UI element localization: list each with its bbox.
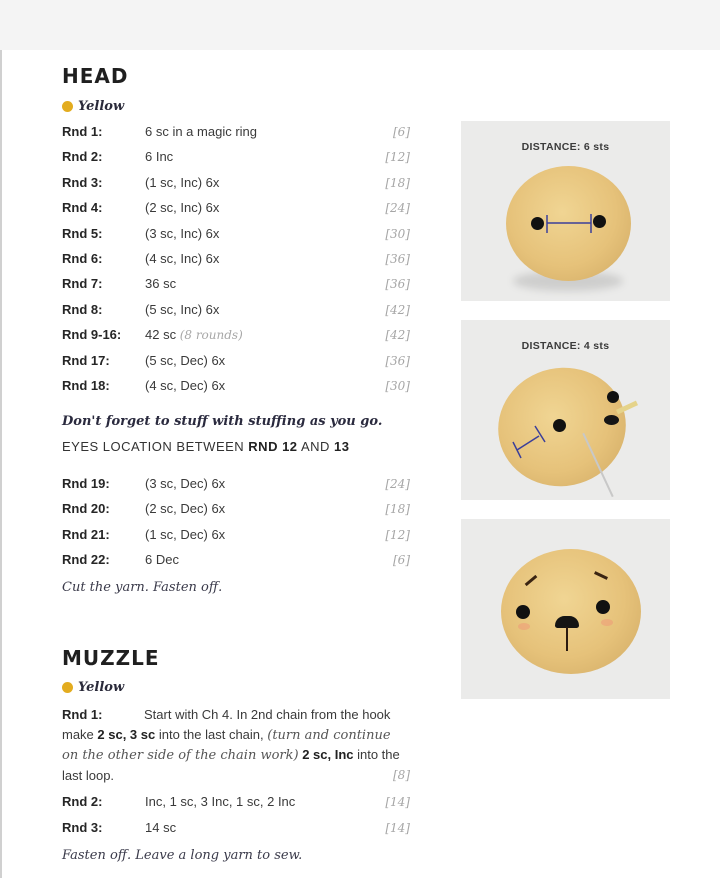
round-instruction: (5 sc, Inc) 6x: [145, 301, 220, 317]
yarn-color-muzzle: [62, 680, 124, 695]
stitch-count: [36]: [385, 353, 410, 368]
round-label: Rnd 1:: [62, 124, 103, 139]
round-label: Rnd 17:: [62, 352, 110, 368]
mouth-line: [566, 627, 568, 651]
stitch-count: [18]: [385, 502, 410, 517]
round-note: (8 rounds): [179, 328, 243, 343]
stitch-count: [14]: [385, 821, 410, 835]
muzzle-finish-note: Fasten off. Leave a long yarn to sew.: [62, 848, 303, 863]
round-row: [62, 792, 410, 812]
round-instruction: (1 sc, Inc) 6x: [145, 174, 220, 190]
round-instruction: (3 sc, Inc) 6x: [145, 225, 220, 241]
stitch-count: [14]: [385, 795, 410, 809]
photo-caption: DISTANCE: 4 sts: [521, 340, 610, 352]
stitch-count: [6]: [393, 125, 410, 139]
stitch-count: [12]: [385, 527, 410, 542]
round-row: [62, 147, 410, 167]
round-label: Rnd 6:: [62, 251, 103, 266]
eye-right: [607, 391, 619, 403]
round-row: [62, 351, 410, 371]
round-label: Rnd 5:: [62, 225, 103, 241]
photo-head-side: [461, 320, 670, 500]
round-row: [62, 274, 410, 294]
page-edge: [0, 50, 2, 878]
round-row: [62, 198, 410, 218]
photo-caption: DISTANCE: 6 sts: [521, 141, 610, 153]
round-label: Rnd 21:: [62, 526, 110, 542]
stitch-count: [42]: [385, 328, 410, 343]
round-instruction: (3 sc, Dec) 6x: [145, 476, 226, 491]
eye-right: [596, 600, 610, 614]
round-row: [62, 525, 410, 545]
section-title-muzzle: MUZZLE: [62, 646, 160, 670]
round-instruction: 6 Dec: [145, 552, 179, 568]
round-instruction: (4 sc, Dec) 6x: [145, 378, 226, 393]
round-instruction: 36 sc: [145, 276, 177, 292]
stitch-count: [18]: [385, 175, 410, 190]
round-label: Rnd 7:: [62, 276, 103, 292]
stitch-count: [30]: [385, 226, 410, 241]
stitch-count: [36]: [385, 277, 410, 292]
round-instruction: 14 sc: [145, 820, 177, 835]
stitch-count: [42]: [385, 302, 410, 317]
round-row: [62, 249, 410, 269]
round-label: Rnd 3:: [62, 174, 103, 190]
round-row: [62, 499, 410, 519]
round-row: [62, 173, 410, 193]
stitch-count: [30]: [385, 379, 410, 393]
eye-left: [531, 217, 544, 230]
stuffing-note: Don't forget to stuff with stuffing as you go.: [62, 414, 383, 429]
round-instruction: 42 sc (8 rounds): [145, 327, 243, 343]
stitch-count: [24]: [385, 477, 410, 491]
section-title-head: HEAD: [62, 64, 129, 88]
round-label: Rnd 4:: [62, 200, 103, 216]
yarn-color-label: Yellow: [78, 99, 125, 114]
round-label: Rnd 22:: [62, 552, 110, 568]
yarn-color-head: [62, 99, 124, 114]
distance-marker-icon: [545, 213, 593, 235]
round-label: Rnd 18:: [62, 378, 110, 393]
stitch-count: [24]: [385, 201, 410, 216]
round-instruction: (5 sc, Dec) 6x: [145, 352, 226, 368]
round-row: [62, 325, 410, 345]
round-instruction: (2 sc, Dec) 6x: [145, 501, 226, 517]
round-label: Rnd 8:: [62, 301, 103, 317]
round-row: [62, 550, 410, 570]
round-row: [62, 300, 410, 320]
nose: [604, 415, 619, 425]
round-label: Rnd 20:: [62, 501, 110, 517]
round-instruction: 6 sc in a magic ring: [145, 124, 257, 139]
eye-right: [593, 215, 606, 228]
stitch-count: [8]: [393, 767, 410, 782]
yellow-dot-icon: [62, 682, 73, 693]
stitch-count: [36]: [385, 252, 410, 266]
photo-head-finished: [461, 519, 670, 699]
round-instruction: Inc, 1 sc, 3 Inc, 1 sc, 2 Inc: [145, 794, 296, 809]
round-label: Rnd 9-16:: [62, 327, 122, 343]
round-row: [62, 474, 410, 494]
round-label: Rnd 2:: [62, 149, 103, 165]
eye-left: [553, 419, 566, 432]
yarn-color-label: Yellow: [78, 680, 125, 695]
round-row: [62, 376, 410, 396]
round-label: Rnd 2:: [62, 794, 103, 809]
round-label: Rnd 3:: [62, 820, 103, 835]
head-finish-note: Cut the yarn. Fasten off.: [62, 580, 223, 595]
yellow-dot-icon: [62, 101, 73, 112]
round-row: [62, 122, 410, 142]
distance-marker-icon: [509, 420, 551, 460]
blush-left: [518, 623, 530, 630]
round-instruction: (1 sc, Dec) 6x: [145, 526, 226, 542]
round-instruction: (4 sc, Inc) 6x: [145, 251, 220, 266]
round-row: [62, 818, 410, 838]
muzzle-rnd-1: Rnd 1: Start with Ch 4. In 2nd chain from the hook make 2 sc, 3 sc into the last chain, (turn and continue on the other side of the chain work) 2 sc, Inc into the last loop. [8]: [62, 705, 410, 785]
stitch-count: [12]: [385, 150, 410, 165]
stitch-count: [6]: [393, 553, 410, 568]
round-label: Rnd 19:: [62, 476, 110, 491]
round-row: [62, 224, 410, 244]
round-instruction: (2 sc, Inc) 6x: [145, 200, 220, 216]
eyes-location-note: EYES LOCATION BETWEEN RND 12 AND 13: [62, 439, 350, 454]
blush-right: [601, 619, 613, 626]
top-strip: [0, 0, 720, 50]
photo-head-front: [461, 121, 670, 301]
eye-left: [516, 605, 530, 619]
round-instruction: 6 Inc: [145, 149, 174, 165]
